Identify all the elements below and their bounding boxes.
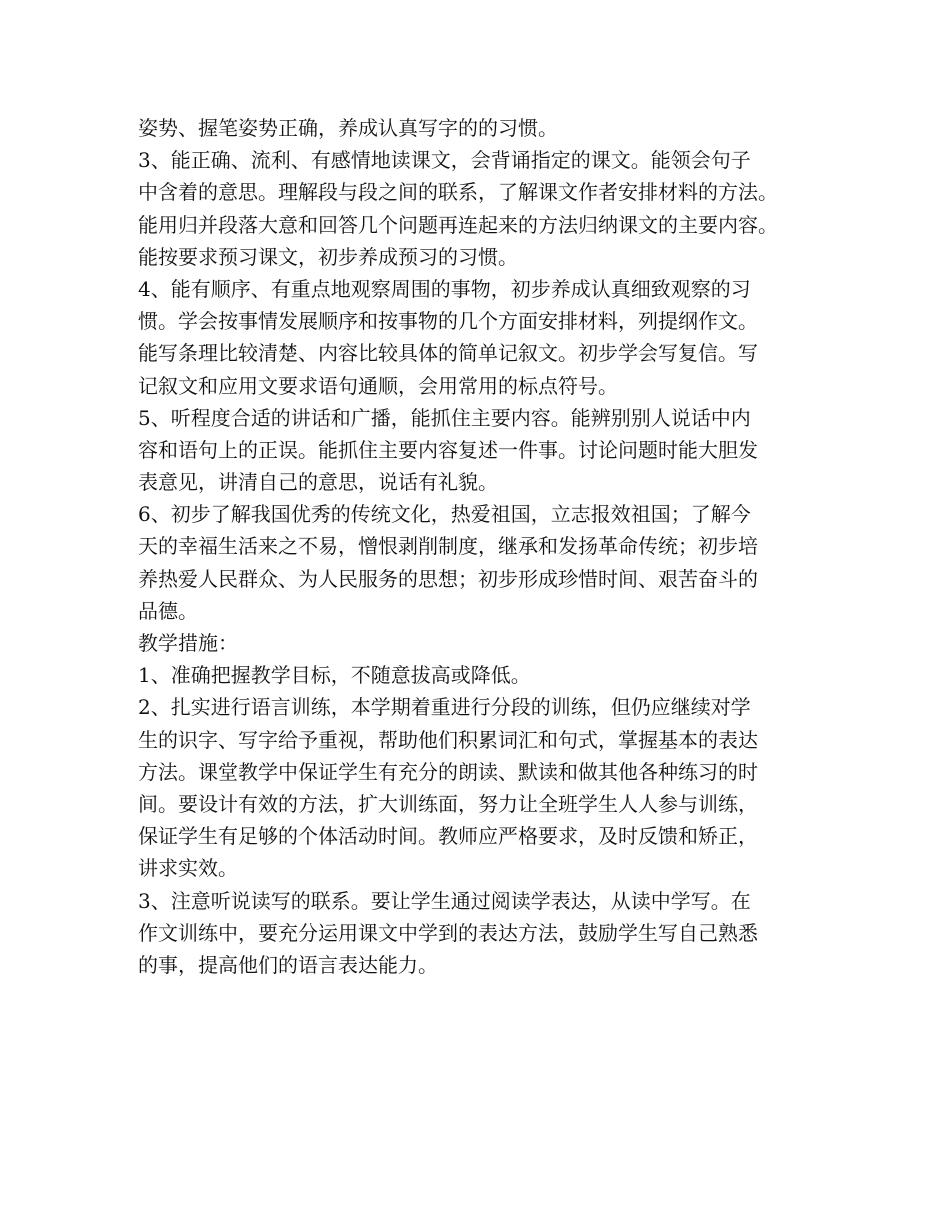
text-line: 品德。 bbox=[138, 598, 198, 623]
section-heading: 教学措施： bbox=[138, 631, 238, 655]
text-line: 能用归并段落大意和回答几个问题再连起来的方法归纳课文的主要内容。 bbox=[138, 212, 778, 237]
text-line: 的事，提高他们的语言表达能力。 bbox=[138, 952, 438, 977]
text-line: 姿势、握笔姿势正确，养成认真写字的的习惯。 bbox=[138, 116, 558, 140]
text-line: 3、能正确、流利、有感情地读课文，会背诵指定的课文。能领会句子 bbox=[138, 148, 751, 173]
text-line: 1、准确把握教学目标，不随意拔高或降低。 bbox=[138, 663, 531, 688]
text-line: 记叙文和应用文要求语句通顺，会用常用的标点符号。 bbox=[138, 373, 618, 398]
text-line: 生的识字、写字给予重视，帮助他们积累词汇和句式，掌握基本的表达 bbox=[138, 727, 758, 752]
text-line: 3、注意听说读写的联系。要让学生通过阅读学表达，从读中学写。在 bbox=[138, 888, 751, 913]
text-line: 间。要设计有效的方法，扩大训练面，努力让全班学生人人参与训练， bbox=[138, 791, 758, 816]
text-line: 表意见，讲清自己的意思，说话有礼貌。 bbox=[138, 470, 498, 495]
text-line: 容和语句上的正误。能抓住主要内容复述一件事。讨论问题时能大胆发 bbox=[138, 437, 758, 462]
text-line: 6、初步了解我国优秀的传统文化，热爱祖国，立志报效祖国；了解今 bbox=[138, 502, 751, 527]
text-line: 惯。学会按事情发展顺序和按事物的几个方面安排材料，列提纲作文。 bbox=[138, 309, 758, 334]
text-line: 方法。课堂教学中保证学生有充分的朗读、默读和做其他各种练习的时 bbox=[138, 759, 758, 784]
text-line: 能按要求预习课文，初步养成预习的习惯。 bbox=[138, 244, 518, 269]
document-body bbox=[138, 112, 828, 981]
text-line: 2、扎实进行语言训练，本学期着重进行分段的训练，但仍应继续对学 bbox=[138, 695, 751, 720]
text-line: 4、能有顺序、有重点地观察周围的事物，初步养成认真细致观察的习 bbox=[138, 276, 751, 301]
text-line: 讲求实效。 bbox=[138, 856, 238, 881]
text-line: 中含着的意思。理解段与段之间的联系，了解课文作者安排材料的方法。 bbox=[138, 180, 778, 205]
text-line: 养热爱人民群众、为人民服务的思想；初步形成珍惜时间、艰苦奋斗的 bbox=[138, 566, 758, 591]
text-line: 能写条理比较清楚、内容比较具体的简单记叙文。初步学会写复信。写 bbox=[138, 341, 758, 366]
text-line: 作文训练中，要充分运用课文中学到的表达方法，鼓励学生写自己熟悉 bbox=[138, 920, 758, 945]
text-line: 保证学生有足够的个体活动时间。教师应严格要求，及时反馈和矫正， bbox=[138, 824, 758, 849]
text-line: 5、听程度合适的讲话和广播，能抓住主要内容。能辨别别人说话中内 bbox=[138, 405, 751, 430]
text-line: 天的幸福生活来之不易，憎恨剥削制度，继承和发扬革命传统；初步培 bbox=[138, 534, 758, 559]
